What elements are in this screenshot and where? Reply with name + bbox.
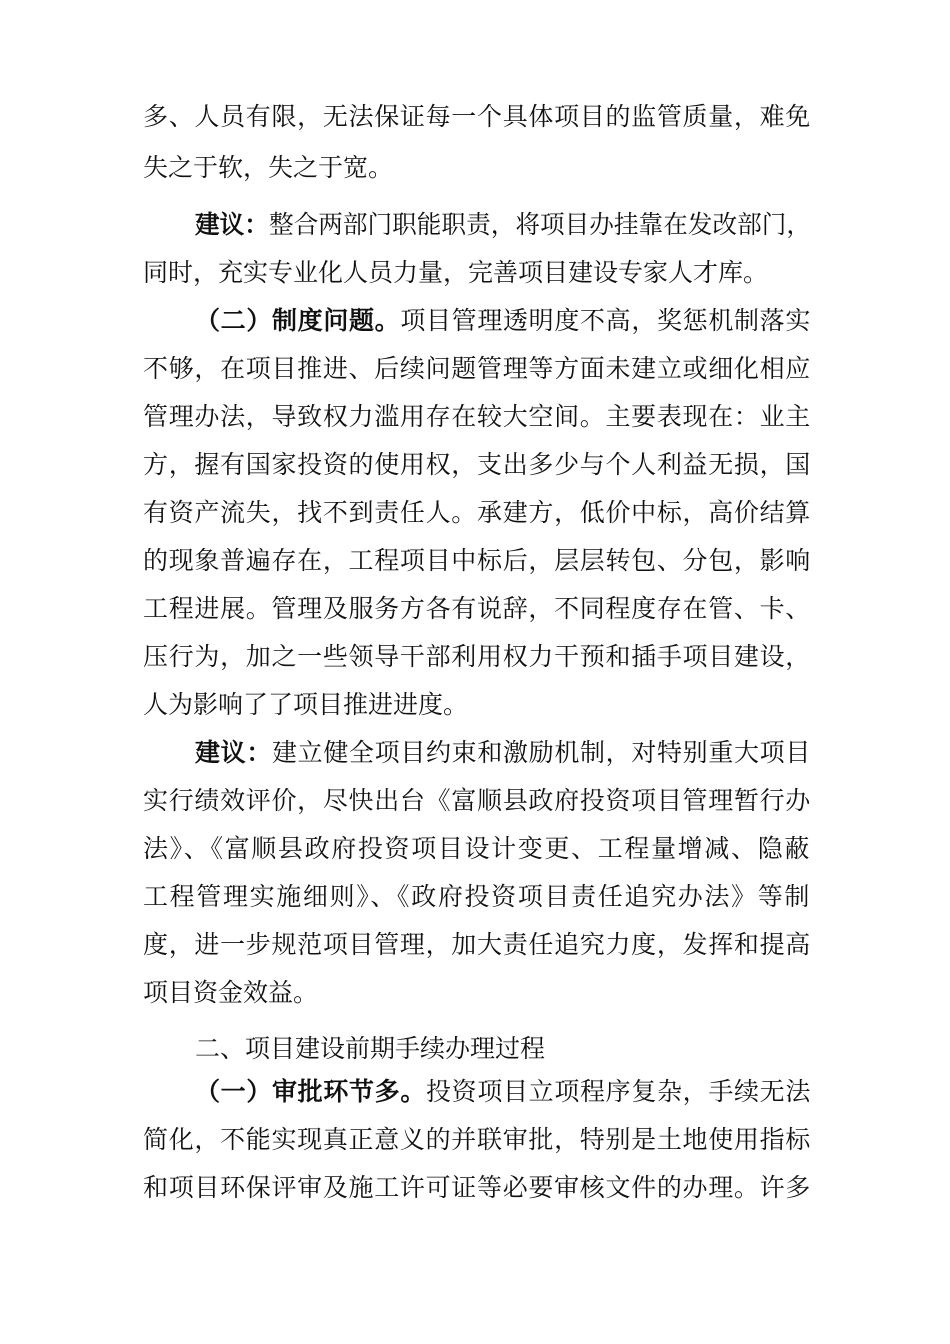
text-segment: 压行为，加之一些领导干部利用权力干预和插手项目建设， [143,642,812,671]
text-line [143,545,811,577]
text-segment: 建立健全项目约束和激励机制，对特别重大项目 [272,738,812,767]
text-line [143,977,318,1009]
text-segment: 简化，不能实现真正意义的并联审批，特别是土地使用指标 [143,1125,812,1154]
text-segment: 有资产流失，找不到责任人。承建方，低价中标，高价结算 [143,498,812,527]
text-line [195,209,811,241]
text-line [143,593,811,625]
bold-text-segment: （二）制度问题。 [195,306,401,335]
text-segment: 的现象普遍存在，工程项目中标后，层层转包、分包，影响 [143,546,812,575]
text-segment: 度，进一步规范项目管理，加大责任追究力度，发挥和提高 [143,930,812,959]
text-segment: 法》、《富顺县政府投资项目设计变更、工程量增减、隐蔽 [143,834,812,863]
text-segment: 项目管理透明度不高，奖惩机制落实 [400,306,812,335]
text-segment: 多、人员有限，无法保证每一个具体项目的监管质量，难免 [143,102,812,131]
bold-text-segment: 建议： [195,738,273,767]
text-line [195,1076,811,1108]
text-line [143,929,811,961]
text-segment: 不够，在项目推进、后续问题管理等方面未建立或细化相应 [143,354,812,383]
text-line [195,737,811,769]
text-line [143,401,811,433]
text-line [195,305,811,337]
text-segment: 二、项目建设前期手续办理过程 [195,1034,546,1063]
text-line [195,1033,545,1065]
text-segment: 工程管理实施细则》、《政府投资项目责任追究办法》等制 [143,882,812,911]
text-segment: 项目资金效益。 [143,978,319,1007]
text-segment: 方，握有国家投资的使用权，支出多少与个人利益无损，国 [143,450,812,479]
text-line [143,689,468,721]
text-line [143,497,811,529]
text-line [143,152,393,184]
text-segment: 实行绩效评价，尽快出台《富顺县政府投资项目管理暂行办 [143,786,812,815]
text-line [143,641,811,673]
text-segment: 工程进展。管理及服务方各有说辞，不同程度存在管、卡、 [143,594,812,623]
text-line [143,101,811,133]
text-segment: 失之于软，失之于宽。 [143,153,394,182]
text-line [143,1172,811,1204]
bold-text-segment: ： [244,210,269,239]
text-segment: 人为影响了了项目推进进度。 [143,690,469,719]
text-line [143,1124,811,1156]
text-segment: 投资项目立项程序复杂，手续无法 [426,1077,812,1106]
text-line [143,785,811,817]
text-segment: 同时，充实专业化人员力量，完善项目建设专家人才库。 [143,258,769,287]
text-segment: 整合两部门职能职责，将项目办挂靠在发改部门， [268,210,812,239]
text-segment: 和项目环保评审及施工许可证等必要审核文件的办理。许多 [143,1173,812,1202]
bold-text-segment: （一）审批环节多。 [195,1077,427,1106]
text-line [143,257,768,289]
text-line [143,881,811,913]
text-line [143,449,811,481]
bold-text-segment: 建议 [195,210,245,239]
text-line [143,353,811,385]
text-segment: 管理办法，导致权力滥用存在较大空间。主要表现在：业主 [143,402,812,431]
text-line [143,833,811,865]
